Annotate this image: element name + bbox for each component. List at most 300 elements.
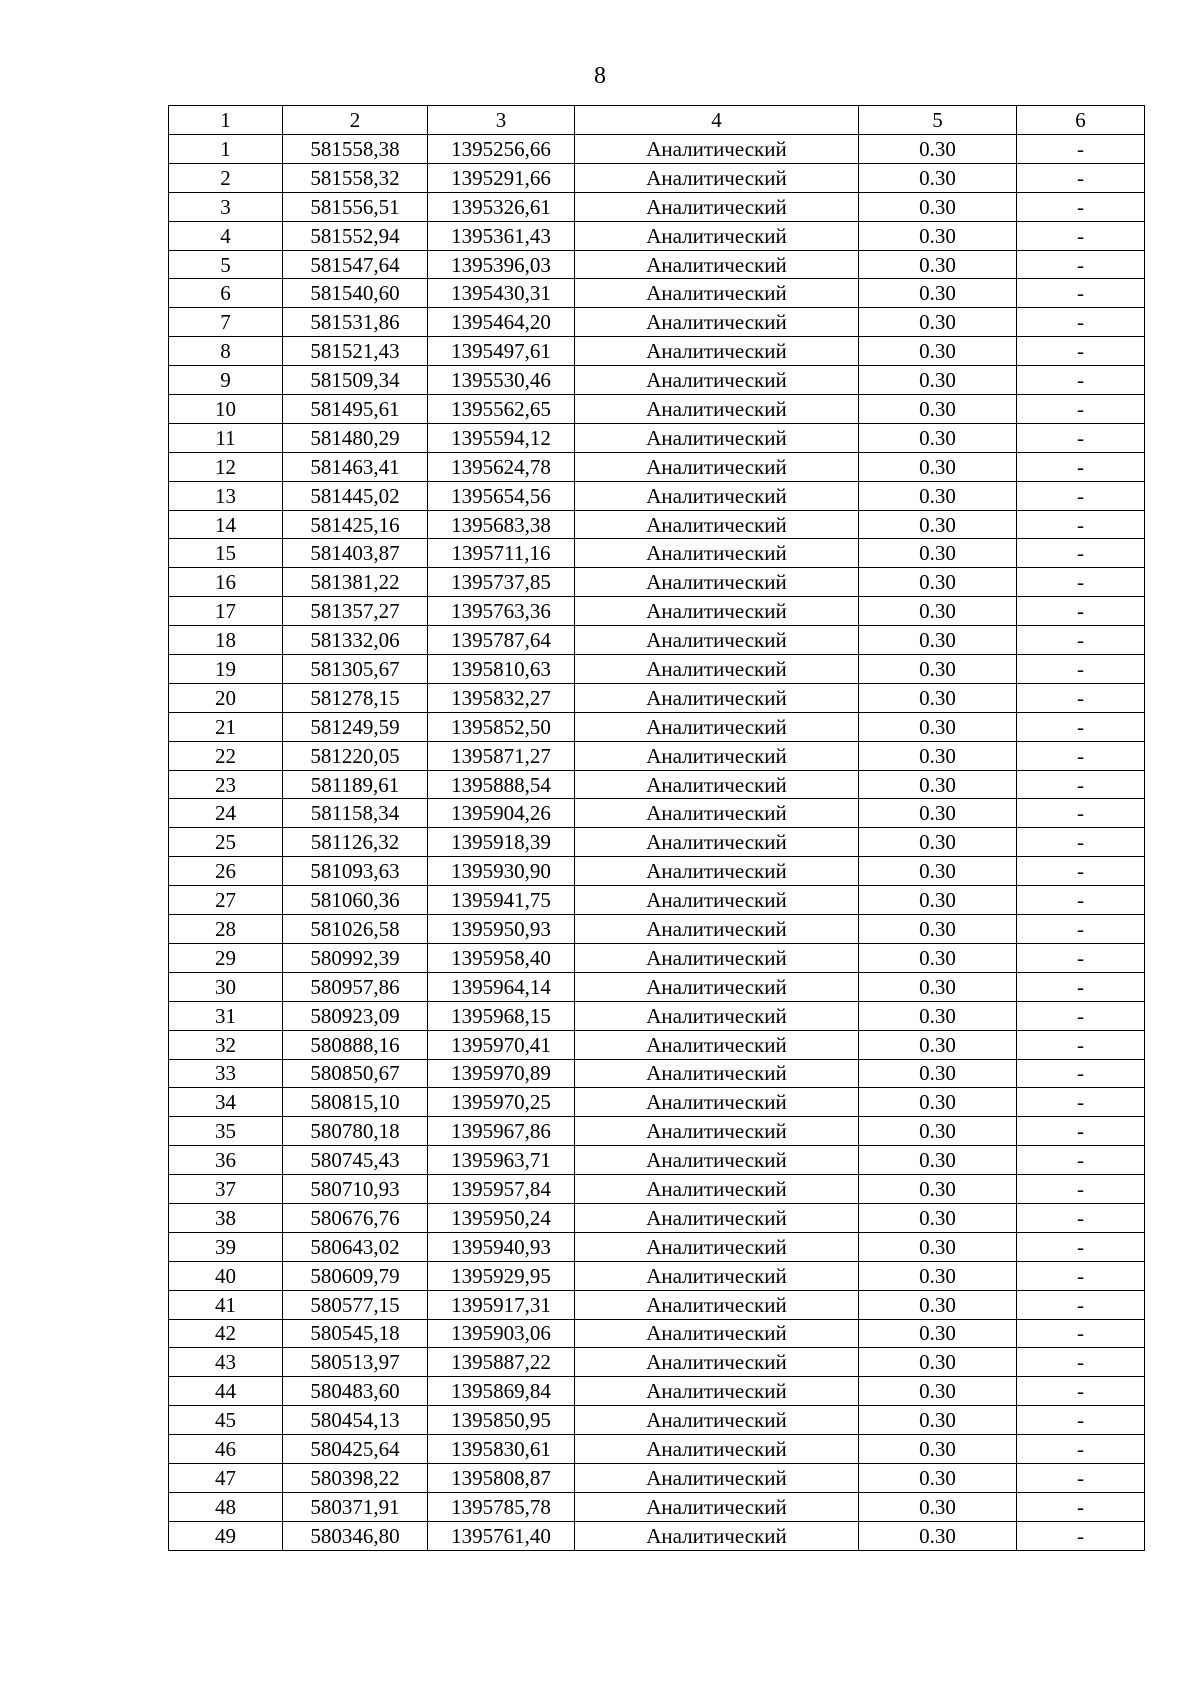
method-cell: Аналитический (575, 423, 859, 452)
accuracy-cell: 0.30 (859, 1146, 1017, 1175)
accuracy-cell: 0.30 (859, 510, 1017, 539)
method-cell: Аналитический (575, 626, 859, 655)
method-cell: Аналитический (575, 135, 859, 164)
accuracy-cell: 0.30 (859, 163, 1017, 192)
table-row (169, 1290, 1145, 1319)
accuracy-cell: 0.30 (859, 481, 1017, 510)
x-coordinate-cell: 580888,16 (283, 1030, 428, 1059)
method-cell: Аналитический (575, 1463, 859, 1492)
method-cell: Аналитический (575, 1319, 859, 1348)
note-cell: - (1017, 1146, 1145, 1175)
note-cell: - (1017, 1261, 1145, 1290)
x-coordinate-cell: 580425,64 (283, 1435, 428, 1464)
method-cell: Аналитический (575, 539, 859, 568)
accuracy-cell: 0.30 (859, 1088, 1017, 1117)
note-cell: - (1017, 1203, 1145, 1232)
y-coordinate-cell: 1395957,84 (428, 1175, 575, 1204)
table-row (169, 423, 1145, 452)
accuracy-cell: 0.30 (859, 683, 1017, 712)
y-coordinate-cell: 1395832,27 (428, 683, 575, 712)
y-coordinate-cell: 1395970,89 (428, 1059, 575, 1088)
x-coordinate-cell: 581556,51 (283, 192, 428, 221)
x-coordinate-cell: 580676,76 (283, 1203, 428, 1232)
point-number-cell: 28 (169, 915, 283, 944)
table-row (169, 1463, 1145, 1492)
note-cell: - (1017, 163, 1145, 192)
method-cell: Аналитический (575, 1175, 859, 1204)
note-cell: - (1017, 943, 1145, 972)
x-coordinate-cell: 581425,16 (283, 510, 428, 539)
point-number-cell: 39 (169, 1232, 283, 1261)
table-header-row (169, 106, 1145, 135)
y-coordinate-cell: 1395562,65 (428, 395, 575, 424)
accuracy-cell: 0.30 (859, 1463, 1017, 1492)
note-cell: - (1017, 1463, 1145, 1492)
accuracy-cell: 0.30 (859, 308, 1017, 337)
note-cell: - (1017, 192, 1145, 221)
y-coordinate-cell: 1395963,71 (428, 1146, 575, 1175)
method-cell: Аналитический (575, 1521, 859, 1550)
y-coordinate-cell: 1395808,87 (428, 1463, 575, 1492)
point-number-cell: 17 (169, 597, 283, 626)
x-coordinate-cell: 581521,43 (283, 337, 428, 366)
x-coordinate-cell: 581158,34 (283, 799, 428, 828)
table-row (169, 1232, 1145, 1261)
method-cell: Аналитический (575, 1348, 859, 1377)
accuracy-cell: 0.30 (859, 1059, 1017, 1088)
accuracy-cell: 0.30 (859, 1001, 1017, 1030)
x-coordinate-cell: 580545,18 (283, 1319, 428, 1348)
accuracy-cell: 0.30 (859, 915, 1017, 944)
accuracy-cell: 0.30 (859, 741, 1017, 770)
accuracy-cell: 0.30 (859, 395, 1017, 424)
accuracy-cell: 0.30 (859, 279, 1017, 308)
table-row (169, 539, 1145, 568)
x-coordinate-cell: 580780,18 (283, 1117, 428, 1146)
x-coordinate-cell: 581249,59 (283, 712, 428, 741)
note-cell: - (1017, 1348, 1145, 1377)
accuracy-cell: 0.30 (859, 626, 1017, 655)
x-coordinate-cell: 581220,05 (283, 741, 428, 770)
table-row (169, 279, 1145, 308)
table-row (169, 135, 1145, 164)
accuracy-cell: 0.30 (859, 423, 1017, 452)
point-number-cell: 22 (169, 741, 283, 770)
note-cell: - (1017, 741, 1145, 770)
note-cell: - (1017, 337, 1145, 366)
note-cell: - (1017, 799, 1145, 828)
method-cell: Аналитический (575, 1261, 859, 1290)
note-cell: - (1017, 1001, 1145, 1030)
table-row (169, 510, 1145, 539)
method-cell: Аналитический (575, 972, 859, 1001)
point-number-cell: 44 (169, 1377, 283, 1406)
column-header: 3 (428, 106, 575, 135)
y-coordinate-cell: 1395958,40 (428, 943, 575, 972)
point-number-cell: 11 (169, 423, 283, 452)
point-number-cell: 25 (169, 828, 283, 857)
method-cell: Аналитический (575, 857, 859, 886)
method-cell: Аналитический (575, 770, 859, 799)
accuracy-cell: 0.30 (859, 1319, 1017, 1348)
y-coordinate-cell: 1395964,14 (428, 972, 575, 1001)
x-coordinate-cell: 580643,02 (283, 1232, 428, 1261)
y-coordinate-cell: 1395940,93 (428, 1232, 575, 1261)
point-number-cell: 2 (169, 163, 283, 192)
y-coordinate-cell: 1395871,27 (428, 741, 575, 770)
x-coordinate-cell: 581495,61 (283, 395, 428, 424)
method-cell: Аналитический (575, 828, 859, 857)
table-row (169, 1030, 1145, 1059)
point-number-cell: 33 (169, 1059, 283, 1088)
method-cell: Аналитический (575, 221, 859, 250)
accuracy-cell: 0.30 (859, 1232, 1017, 1261)
table-row (169, 683, 1145, 712)
point-number-cell: 27 (169, 886, 283, 915)
note-cell: - (1017, 1088, 1145, 1117)
method-cell: Аналитический (575, 683, 859, 712)
accuracy-cell: 0.30 (859, 712, 1017, 741)
table-row (169, 192, 1145, 221)
method-cell: Аналитический (575, 192, 859, 221)
method-cell: Аналитический (575, 250, 859, 279)
y-coordinate-cell: 1395464,20 (428, 308, 575, 337)
x-coordinate-cell: 581552,94 (283, 221, 428, 250)
accuracy-cell: 0.30 (859, 221, 1017, 250)
x-coordinate-cell: 581480,29 (283, 423, 428, 452)
x-coordinate-cell: 581060,36 (283, 886, 428, 915)
accuracy-cell: 0.30 (859, 452, 1017, 481)
table-row (169, 250, 1145, 279)
x-coordinate-cell: 581026,58 (283, 915, 428, 944)
y-coordinate-cell: 1395904,26 (428, 799, 575, 828)
y-coordinate-cell: 1395624,78 (428, 452, 575, 481)
x-coordinate-cell: 581332,06 (283, 626, 428, 655)
table-row (169, 1146, 1145, 1175)
y-coordinate-cell: 1395530,46 (428, 366, 575, 395)
table-row (169, 1492, 1145, 1521)
point-number-cell: 20 (169, 683, 283, 712)
point-number-cell: 9 (169, 366, 283, 395)
page-number: 8 (594, 63, 606, 89)
y-coordinate-cell: 1395396,03 (428, 250, 575, 279)
accuracy-cell: 0.30 (859, 1290, 1017, 1319)
accuracy-cell: 0.30 (859, 1406, 1017, 1435)
point-number-cell: 29 (169, 943, 283, 972)
method-cell: Аналитический (575, 1030, 859, 1059)
y-coordinate-cell: 1395970,41 (428, 1030, 575, 1059)
note-cell: - (1017, 1377, 1145, 1406)
note-cell: - (1017, 828, 1145, 857)
note-cell: - (1017, 770, 1145, 799)
table-row (169, 221, 1145, 250)
method-cell: Аналитический (575, 943, 859, 972)
accuracy-cell: 0.30 (859, 886, 1017, 915)
table-row (169, 886, 1145, 915)
point-number-cell: 26 (169, 857, 283, 886)
accuracy-cell: 0.30 (859, 1030, 1017, 1059)
x-coordinate-cell: 580513,97 (283, 1348, 428, 1377)
x-coordinate-cell: 580850,67 (283, 1059, 428, 1088)
x-coordinate-cell: 580577,15 (283, 1290, 428, 1319)
method-cell: Аналитический (575, 886, 859, 915)
point-number-cell: 41 (169, 1290, 283, 1319)
note-cell: - (1017, 886, 1145, 915)
table-row (169, 741, 1145, 770)
note-cell: - (1017, 423, 1145, 452)
note-cell: - (1017, 1319, 1145, 1348)
x-coordinate-cell: 581445,02 (283, 481, 428, 510)
accuracy-cell: 0.30 (859, 337, 1017, 366)
point-number-cell: 1 (169, 135, 283, 164)
table-row (169, 655, 1145, 684)
point-number-cell: 32 (169, 1030, 283, 1059)
table-row (169, 1059, 1145, 1088)
point-number-cell: 21 (169, 712, 283, 741)
method-cell: Аналитический (575, 366, 859, 395)
x-coordinate-cell: 581547,64 (283, 250, 428, 279)
accuracy-cell: 0.30 (859, 1117, 1017, 1146)
method-cell: Аналитический (575, 395, 859, 424)
point-number-cell: 15 (169, 539, 283, 568)
point-number-cell: 49 (169, 1521, 283, 1550)
accuracy-cell: 0.30 (859, 972, 1017, 1001)
accuracy-cell: 0.30 (859, 1175, 1017, 1204)
x-coordinate-cell: 580957,86 (283, 972, 428, 1001)
note-cell: - (1017, 1059, 1145, 1088)
note-cell: - (1017, 481, 1145, 510)
method-cell: Аналитический (575, 510, 859, 539)
x-coordinate-cell: 581463,41 (283, 452, 428, 481)
table-row (169, 799, 1145, 828)
y-coordinate-cell: 1395256,66 (428, 135, 575, 164)
point-number-cell: 3 (169, 192, 283, 221)
method-cell: Аналитический (575, 741, 859, 770)
note-cell: - (1017, 857, 1145, 886)
y-coordinate-cell: 1395970,25 (428, 1088, 575, 1117)
x-coordinate-cell: 581509,34 (283, 366, 428, 395)
method-cell: Аналитический (575, 568, 859, 597)
y-coordinate-cell: 1395497,61 (428, 337, 575, 366)
note-cell: - (1017, 597, 1145, 626)
x-coordinate-cell: 580398,22 (283, 1463, 428, 1492)
point-number-cell: 8 (169, 337, 283, 366)
note-cell: - (1017, 250, 1145, 279)
y-coordinate-cell: 1395887,22 (428, 1348, 575, 1377)
point-number-cell: 43 (169, 1348, 283, 1377)
note-cell: - (1017, 568, 1145, 597)
x-coordinate-cell: 581531,86 (283, 308, 428, 337)
x-coordinate-cell: 581093,63 (283, 857, 428, 886)
point-number-cell: 14 (169, 510, 283, 539)
y-coordinate-cell: 1395326,61 (428, 192, 575, 221)
note-cell: - (1017, 395, 1145, 424)
method-cell: Аналитический (575, 799, 859, 828)
column-header: 4 (575, 106, 859, 135)
table-row (169, 828, 1145, 857)
point-number-cell: 45 (169, 1406, 283, 1435)
accuracy-cell: 0.30 (859, 250, 1017, 279)
note-cell: - (1017, 308, 1145, 337)
x-coordinate-cell: 580371,91 (283, 1492, 428, 1521)
accuracy-cell: 0.30 (859, 1521, 1017, 1550)
accuracy-cell: 0.30 (859, 192, 1017, 221)
y-coordinate-cell: 1395950,93 (428, 915, 575, 944)
x-coordinate-cell: 580992,39 (283, 943, 428, 972)
note-cell: - (1017, 1175, 1145, 1204)
y-coordinate-cell: 1395917,31 (428, 1290, 575, 1319)
table-row (169, 452, 1145, 481)
y-coordinate-cell: 1395810,63 (428, 655, 575, 684)
note-cell: - (1017, 712, 1145, 741)
y-coordinate-cell: 1395761,40 (428, 1521, 575, 1550)
y-coordinate-cell: 1395903,06 (428, 1319, 575, 1348)
method-cell: Аналитический (575, 1001, 859, 1030)
x-coordinate-cell: 580346,80 (283, 1521, 428, 1550)
note-cell: - (1017, 366, 1145, 395)
table-row (169, 163, 1145, 192)
coordinates-table (168, 105, 1145, 1551)
point-number-cell: 4 (169, 221, 283, 250)
x-coordinate-cell: 581189,61 (283, 770, 428, 799)
table-row (169, 481, 1145, 510)
x-coordinate-cell: 581558,32 (283, 163, 428, 192)
table-row (169, 597, 1145, 626)
note-cell: - (1017, 279, 1145, 308)
y-coordinate-cell: 1395763,36 (428, 597, 575, 626)
table-row (169, 943, 1145, 972)
point-number-cell: 38 (169, 1203, 283, 1232)
y-coordinate-cell: 1395787,64 (428, 626, 575, 655)
accuracy-cell: 0.30 (859, 828, 1017, 857)
accuracy-cell: 0.30 (859, 1348, 1017, 1377)
x-coordinate-cell: 581403,87 (283, 539, 428, 568)
y-coordinate-cell: 1395850,95 (428, 1406, 575, 1435)
point-number-cell: 47 (169, 1463, 283, 1492)
table-row (169, 308, 1145, 337)
point-number-cell: 34 (169, 1088, 283, 1117)
accuracy-cell: 0.30 (859, 597, 1017, 626)
method-cell: Аналитический (575, 452, 859, 481)
table-body (169, 106, 1145, 1551)
accuracy-cell: 0.30 (859, 539, 1017, 568)
y-coordinate-cell: 1395869,84 (428, 1377, 575, 1406)
table-row (169, 1348, 1145, 1377)
note-cell: - (1017, 1232, 1145, 1261)
x-coordinate-cell: 581381,22 (283, 568, 428, 597)
method-cell: Аналитический (575, 1059, 859, 1088)
note-cell: - (1017, 915, 1145, 944)
point-number-cell: 12 (169, 452, 283, 481)
method-cell: Аналитический (575, 337, 859, 366)
note-cell: - (1017, 510, 1145, 539)
y-coordinate-cell: 1395683,38 (428, 510, 575, 539)
point-number-cell: 7 (169, 308, 283, 337)
accuracy-cell: 0.30 (859, 135, 1017, 164)
column-header: 6 (1017, 106, 1145, 135)
note-cell: - (1017, 683, 1145, 712)
note-cell: - (1017, 1290, 1145, 1319)
y-coordinate-cell: 1395430,31 (428, 279, 575, 308)
point-number-cell: 16 (169, 568, 283, 597)
note-cell: - (1017, 135, 1145, 164)
y-coordinate-cell: 1395361,43 (428, 221, 575, 250)
accuracy-cell: 0.30 (859, 857, 1017, 886)
point-number-cell: 31 (169, 1001, 283, 1030)
column-header: 5 (859, 106, 1017, 135)
accuracy-cell: 0.30 (859, 943, 1017, 972)
column-header: 1 (169, 106, 283, 135)
accuracy-cell: 0.30 (859, 1492, 1017, 1521)
method-cell: Аналитический (575, 1088, 859, 1117)
point-number-cell: 6 (169, 279, 283, 308)
method-cell: Аналитический (575, 308, 859, 337)
y-coordinate-cell: 1395852,50 (428, 712, 575, 741)
accuracy-cell: 0.30 (859, 568, 1017, 597)
point-number-cell: 13 (169, 481, 283, 510)
x-coordinate-cell: 581305,67 (283, 655, 428, 684)
point-number-cell: 42 (169, 1319, 283, 1348)
note-cell: - (1017, 1435, 1145, 1464)
accuracy-cell: 0.30 (859, 655, 1017, 684)
x-coordinate-cell: 581558,38 (283, 135, 428, 164)
point-number-cell: 18 (169, 626, 283, 655)
y-coordinate-cell: 1395950,24 (428, 1203, 575, 1232)
table-row (169, 1001, 1145, 1030)
method-cell: Аналитический (575, 1146, 859, 1175)
point-number-cell: 23 (169, 770, 283, 799)
y-coordinate-cell: 1395930,90 (428, 857, 575, 886)
table-row (169, 1175, 1145, 1204)
note-cell: - (1017, 1521, 1145, 1550)
y-coordinate-cell: 1395967,86 (428, 1117, 575, 1146)
note-cell: - (1017, 1406, 1145, 1435)
point-number-cell: 46 (169, 1435, 283, 1464)
table-row (169, 1203, 1145, 1232)
point-number-cell: 48 (169, 1492, 283, 1521)
table-row (169, 1406, 1145, 1435)
y-coordinate-cell: 1395968,15 (428, 1001, 575, 1030)
table-row (169, 972, 1145, 1001)
method-cell: Аналитический (575, 163, 859, 192)
table-row (169, 1261, 1145, 1290)
note-cell: - (1017, 221, 1145, 250)
method-cell: Аналитический (575, 1203, 859, 1232)
method-cell: Аналитический (575, 915, 859, 944)
y-coordinate-cell: 1395711,16 (428, 539, 575, 568)
point-number-cell: 35 (169, 1117, 283, 1146)
x-coordinate-cell: 580483,60 (283, 1377, 428, 1406)
x-coordinate-cell: 580815,10 (283, 1088, 428, 1117)
y-coordinate-cell: 1395941,75 (428, 886, 575, 915)
x-coordinate-cell: 581357,27 (283, 597, 428, 626)
x-coordinate-cell: 580745,43 (283, 1146, 428, 1175)
accuracy-cell: 0.30 (859, 1261, 1017, 1290)
point-number-cell: 40 (169, 1261, 283, 1290)
table-row (169, 337, 1145, 366)
table-row (169, 1521, 1145, 1550)
y-coordinate-cell: 1395594,12 (428, 423, 575, 452)
point-number-cell: 5 (169, 250, 283, 279)
note-cell: - (1017, 1117, 1145, 1146)
y-coordinate-cell: 1395291,66 (428, 163, 575, 192)
table-row (169, 1088, 1145, 1117)
x-coordinate-cell: 580710,93 (283, 1175, 428, 1204)
x-coordinate-cell: 581126,32 (283, 828, 428, 857)
y-coordinate-cell: 1395785,78 (428, 1492, 575, 1521)
note-cell: - (1017, 972, 1145, 1001)
x-coordinate-cell: 581278,15 (283, 683, 428, 712)
